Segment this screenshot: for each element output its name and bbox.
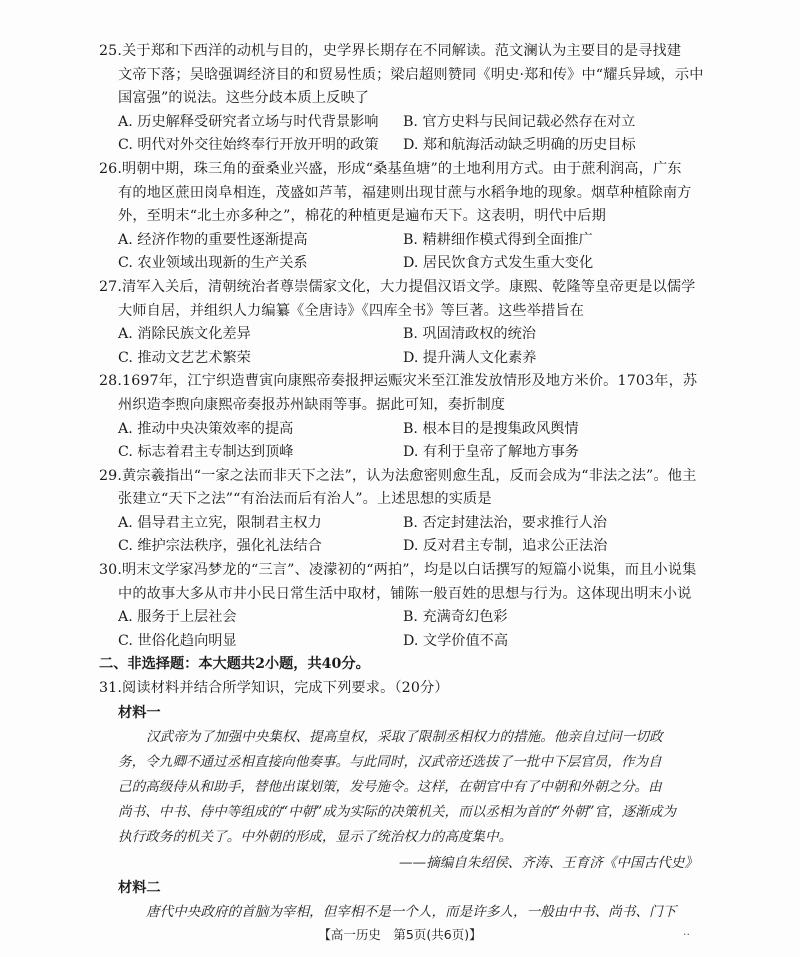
option-d: D. 有利于皇帝了解地方事务 <box>403 444 579 461</box>
options-grid <box>118 512 698 559</box>
option-d: D. 文学价值不高 <box>403 632 509 649</box>
option-a: A. 经济作物的重要性逐渐提高 <box>118 231 308 248</box>
page-footer: 【高一历史 第5页(共6页)】 <box>318 927 482 942</box>
option-a: A. 推动中央决策效率的提高 <box>118 420 294 437</box>
question-stem-line: 大师自居，并组织人力编纂《全唐诗》《四库全书》等巨著。这些举措旨在 <box>118 302 585 319</box>
question-29 <box>99 465 698 559</box>
question-stem-line: 张建立“天下之法”“有治法而后有治人”。上述思想的实质是 <box>118 491 492 508</box>
question-stem-line: 文帝下落；吴晗强调经济目的和贸易性质；梁启超则赞同《明史·郑和传》中“耀兵异域，示中 <box>118 66 704 83</box>
corner-mark: .. <box>683 925 690 938</box>
question-31-stem: 31.阅读材料并结合所学知识，完成下列要求。（20分） <box>99 680 449 697</box>
options-grid <box>118 606 698 653</box>
option-d: D. 郑和航海活动缺乏明确的历史目标 <box>403 137 636 154</box>
section-title: 二、非选择题：本大题共2小题，共40分。 <box>99 656 370 673</box>
option-a: A. 消除民族文化差异 <box>118 326 251 343</box>
option-b: B. 根本目的是搜集政风舆情 <box>403 420 579 437</box>
exam-content <box>99 40 704 925</box>
question-stem-line: 25.关于郑和下西洋的动机与目的，史学界长期存在不同解读。范文澜认为主要目的是寻找建 <box>99 43 682 59</box>
question-stem-line: 中的故事大多从市井小民日常生活中取材，铺陈一般百姓的思想与行为。这体现出明末小说 <box>118 585 692 602</box>
option-c: C. 明代对外交往始终奉行开放开明的政策 <box>118 137 379 154</box>
material-line: 汉武帝为了加强中央集权、提高皇权，采取了限制丞相权力的措施。他亲自过问一切政 <box>146 728 663 745</box>
option-b: B. 官方史料与民间记载必然存在对立 <box>403 113 636 130</box>
option-c: C. 世俗化趋向明显 <box>118 632 237 649</box>
option-c: C. 推动文艺艺术繁荣 <box>118 349 251 366</box>
material-1-body <box>118 725 698 851</box>
option-b: B. 精耕细作模式得到全面推广 <box>403 231 593 248</box>
option-d: D. 提升满人文化素养 <box>403 349 537 366</box>
material-line: 尚书、中书、侍中等组成的“中朝”成为实际的决策机关，而以丞相为首的“外朝”官，逐渐成为 <box>118 804 676 821</box>
option-b: B. 否定封建法治，要求推行人治 <box>403 514 607 531</box>
question-28 <box>99 370 698 464</box>
options-grid <box>118 418 698 465</box>
option-c: C. 维护宗法秩序，强化礼法结合 <box>118 538 322 555</box>
material-line: 唐代中央政府的首脑为宰相，但宰相不是一个人，而是许多人，一般由中书、尚书、门下 <box>146 903 677 920</box>
material-1-source: ——摘编自朱绍侯、齐涛、王育济《中国古代史》 <box>398 854 698 871</box>
material-1-heading: 材料一 <box>118 704 161 721</box>
material-2-body <box>118 900 698 925</box>
option-c: C. 农业领域出现新的生产关系 <box>118 255 308 272</box>
question-stem-line: 26.明朝中期，珠三角的蚕桑业兴盛，形成“桑基鱼塘”的土地利用方式。由于蔗利润高，广东 <box>99 160 682 177</box>
question-25 <box>99 40 704 158</box>
material-line: 己的高级侍从和助手，替他出谋划策，发号施令。这样，在朝官中有了中朝和外朝之分。由 <box>118 779 662 795</box>
material-2-heading: 材料二 <box>118 879 161 896</box>
question-stem-line: 28.1697年，江宁织造曹寅向康熙帝奏报押运赈灾米至江淮发放情形及地方米价。1703年，苏 <box>99 373 698 390</box>
question-30 <box>99 559 698 653</box>
option-d: D. 反对君主专制，追求公正法治 <box>403 538 608 555</box>
option-a: A. 倡导君主立宪，限制君主权力 <box>118 514 322 531</box>
question-stem-line: 30.明末文学家冯梦龙的“三言”、凌濛初的“两拍”，均是以白话撰写的短篇小说集，而且小说集 <box>99 562 697 579</box>
question-stem-line: 州织造李煦向康熙帝奏报苏州缺雨等事。据此可知，奏折制度 <box>118 396 506 413</box>
option-b: B. 充满奇幻色彩 <box>403 609 508 626</box>
option-a: A. 服务于上层社会 <box>118 609 237 626</box>
options-grid <box>118 323 698 370</box>
question-stem-line: 27.清军入关后，清朝统治者尊崇儒家文化，大力提倡汉语文学。康熙、乾隆等皇帝更是以儒学 <box>99 278 696 295</box>
material-line: 务，令九卿不通过丞相直接向他奏事。与此同时，汉武帝还选拔了一批中下层官员，作为自 <box>118 753 662 770</box>
options-grid <box>118 229 698 276</box>
question-27 <box>99 276 698 370</box>
material-line: 执行政务的机关了。中外朝的形成，显示了统治权力的高度集中。 <box>118 829 513 846</box>
option-a: A. 历史解释受研究者立场与时代背景影响 <box>118 113 379 130</box>
question-stem-line: 国富强”的说法。这些分歧本质上反映了 <box>118 90 370 107</box>
question-stem-line: 外，至明末“北土亦多种之”，棉花的种植更是遍布天下。这表明，明代中后期 <box>118 208 606 225</box>
question-26 <box>99 158 698 276</box>
options-grid <box>118 111 698 158</box>
option-c: C. 标志着君主专制达到顶峰 <box>118 444 294 461</box>
question-stem-line: 有的地区蔗田岗阜相连，茂盛如芦苇，福建则出现甘蔗与水稻争地的现象。烟草种植除南方 <box>118 184 692 201</box>
option-b: B. 巩固清政权的统治 <box>403 326 536 343</box>
question-stem-line: 29.黄宗羲指出“一家之法而非天下之法”，认为法愈密则愈生乱，反而会成为“非法之法”。他主 <box>99 467 697 484</box>
option-d: D. 居民饮食方式发生重大变化 <box>403 255 594 272</box>
